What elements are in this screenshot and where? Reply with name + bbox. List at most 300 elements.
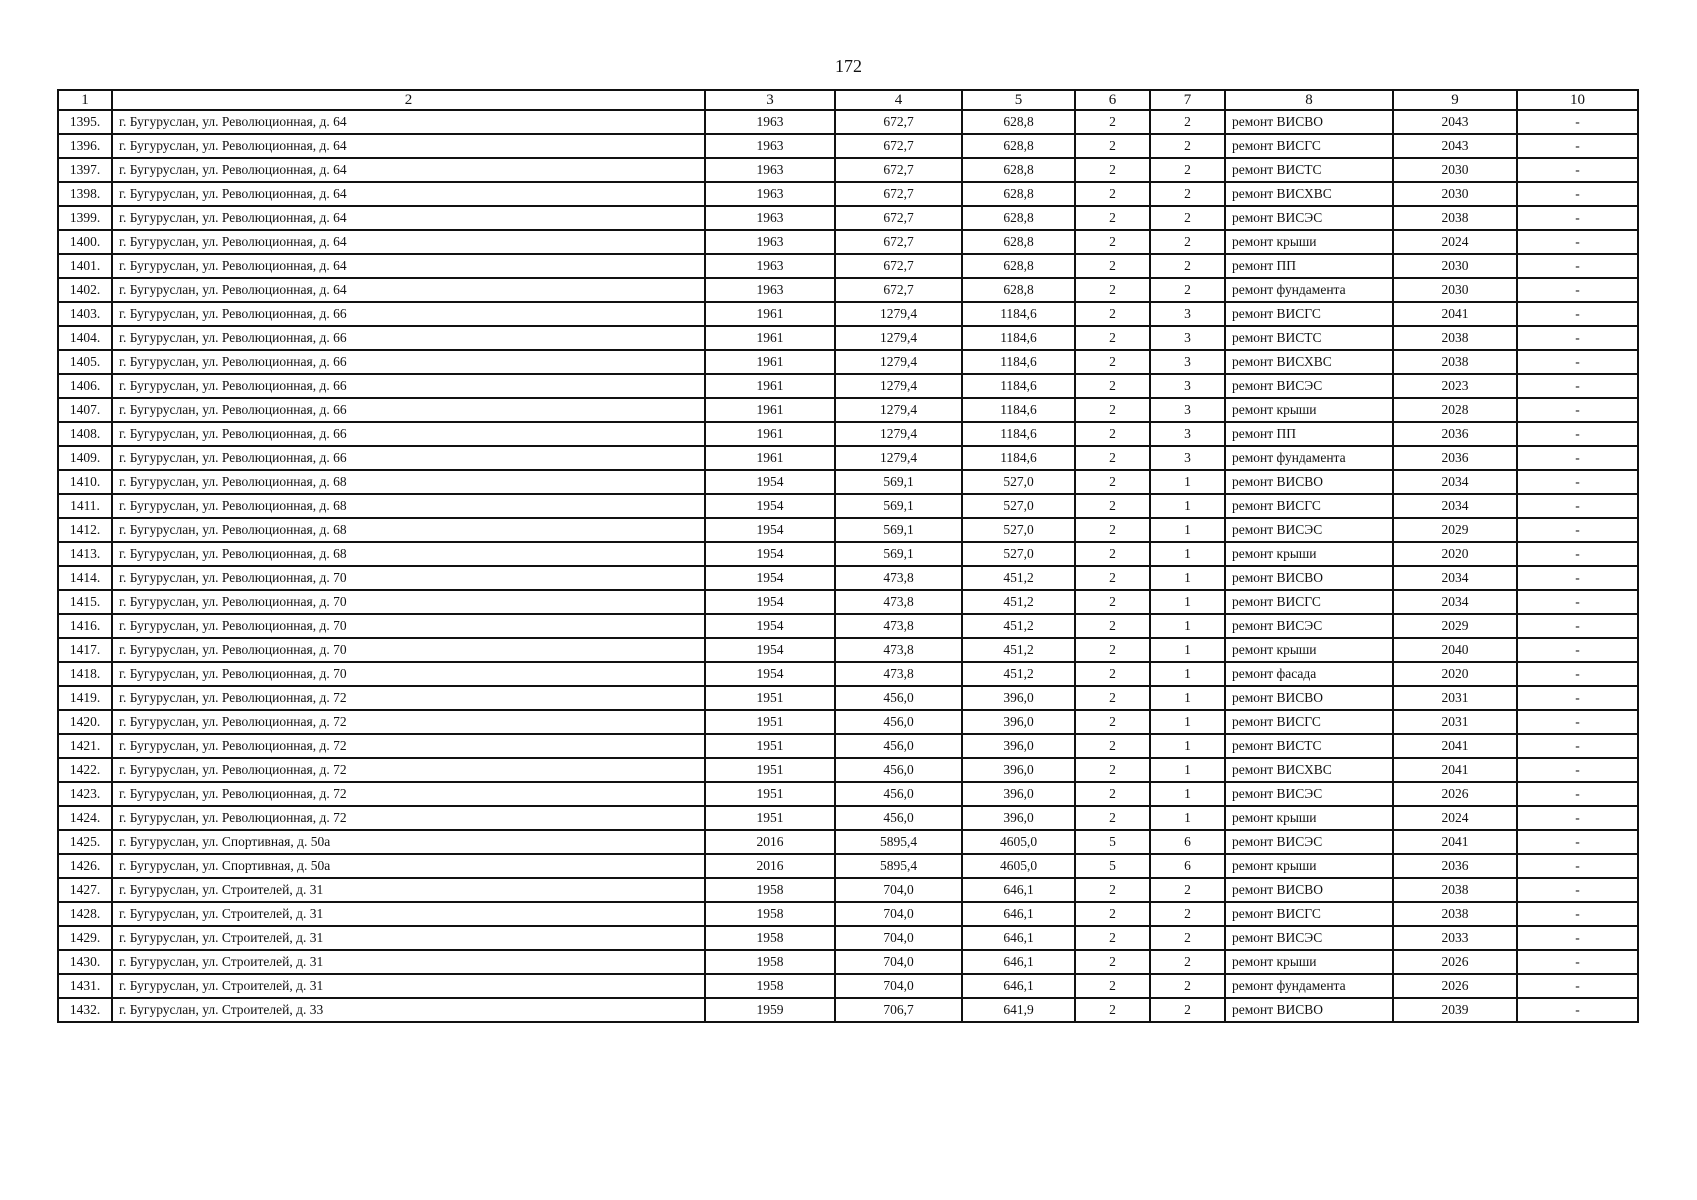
address-cell: г. Бугуруслан, ул. Революционная, д. 66 bbox=[112, 326, 705, 350]
total-area-cell: 569,1 bbox=[835, 518, 962, 542]
total-area-cell: 473,8 bbox=[835, 638, 962, 662]
table-row bbox=[58, 614, 1638, 638]
living-area-cell: 646,1 bbox=[962, 926, 1075, 950]
address-cell: г. Бугуруслан, ул. Революционная, д. 64 bbox=[112, 134, 705, 158]
planned-year-cell: 2041 bbox=[1393, 830, 1517, 854]
note-cell: - bbox=[1517, 782, 1638, 806]
work-type-cell: ремонт ВИСГС bbox=[1225, 902, 1393, 926]
table-row bbox=[58, 590, 1638, 614]
column-year-header: 3 bbox=[705, 90, 835, 110]
year-built-cell: 1963 bbox=[705, 278, 835, 302]
total-area-cell: 1279,4 bbox=[835, 446, 962, 470]
work-type-cell: ремонт ВИСГС bbox=[1225, 710, 1393, 734]
note-cell: - bbox=[1517, 854, 1638, 878]
entrances-cell: 1 bbox=[1150, 686, 1225, 710]
living-area-cell: 396,0 bbox=[962, 710, 1075, 734]
column-living-area-header: 5 bbox=[962, 90, 1075, 110]
work-type-cell: ремонт ВИСВО bbox=[1225, 878, 1393, 902]
year-built-cell: 1963 bbox=[705, 206, 835, 230]
note-cell: - bbox=[1517, 182, 1638, 206]
work-type-cell: ремонт крыши bbox=[1225, 806, 1393, 830]
note-cell: - bbox=[1517, 350, 1638, 374]
planned-year-cell: 2029 bbox=[1393, 614, 1517, 638]
planned-year-cell: 2043 bbox=[1393, 134, 1517, 158]
floors-cell: 2 bbox=[1075, 278, 1150, 302]
planned-year-cell: 2041 bbox=[1393, 758, 1517, 782]
row-number-cell: 1425. bbox=[58, 830, 112, 854]
floors-cell: 5 bbox=[1075, 854, 1150, 878]
note-cell: - bbox=[1517, 302, 1638, 326]
note-cell: - bbox=[1517, 158, 1638, 182]
work-type-cell: ремонт крыши bbox=[1225, 230, 1393, 254]
year-built-cell: 1963 bbox=[705, 230, 835, 254]
page-number: 172 bbox=[835, 56, 862, 76]
address-cell: г. Бугуруслан, ул. Революционная, д. 68 bbox=[112, 494, 705, 518]
table-row bbox=[58, 134, 1638, 158]
entrances-cell: 1 bbox=[1150, 710, 1225, 734]
work-type-cell: ремонт крыши bbox=[1225, 950, 1393, 974]
floors-cell: 2 bbox=[1075, 734, 1150, 758]
year-built-cell: 1963 bbox=[705, 182, 835, 206]
living-area-cell: 641,9 bbox=[962, 998, 1075, 1022]
address-cell: г. Бугуруслан, ул. Революционная, д. 68 bbox=[112, 518, 705, 542]
work-type-cell: ремонт ВИСХВС bbox=[1225, 182, 1393, 206]
entrances-cell: 2 bbox=[1150, 974, 1225, 998]
table-row bbox=[58, 902, 1638, 926]
table-header bbox=[58, 90, 1638, 110]
living-area-cell: 1184,6 bbox=[962, 446, 1075, 470]
work-type-cell: ремонт крыши bbox=[1225, 638, 1393, 662]
column-note-header: 10 bbox=[1517, 90, 1638, 110]
entrances-cell: 3 bbox=[1150, 302, 1225, 326]
planned-year-cell: 2030 bbox=[1393, 278, 1517, 302]
planned-year-cell: 2036 bbox=[1393, 854, 1517, 878]
table-row bbox=[58, 446, 1638, 470]
table-row bbox=[58, 806, 1638, 830]
address-cell: г. Бугуруслан, ул. Строителей, д. 31 bbox=[112, 878, 705, 902]
note-cell: - bbox=[1517, 398, 1638, 422]
row-number-cell: 1414. bbox=[58, 566, 112, 590]
planned-year-cell: 2038 bbox=[1393, 902, 1517, 926]
floors-cell: 2 bbox=[1075, 614, 1150, 638]
row-number-cell: 1423. bbox=[58, 782, 112, 806]
living-area-cell: 628,8 bbox=[962, 230, 1075, 254]
work-type-cell: ремонт ВИСХВС bbox=[1225, 758, 1393, 782]
total-area-cell: 1279,4 bbox=[835, 350, 962, 374]
entrances-cell: 1 bbox=[1150, 590, 1225, 614]
year-built-cell: 1959 bbox=[705, 998, 835, 1022]
living-area-cell: 396,0 bbox=[962, 758, 1075, 782]
total-area-cell: 1279,4 bbox=[835, 422, 962, 446]
work-type-cell: ремонт ВИСЭС bbox=[1225, 374, 1393, 398]
address-cell: г. Бугуруслан, ул. Революционная, д. 70 bbox=[112, 590, 705, 614]
entrances-cell: 2 bbox=[1150, 206, 1225, 230]
work-type-cell: ремонт ВИСЭС bbox=[1225, 518, 1393, 542]
total-area-cell: 704,0 bbox=[835, 902, 962, 926]
year-built-cell: 1961 bbox=[705, 374, 835, 398]
total-area-cell: 706,7 bbox=[835, 998, 962, 1022]
floors-cell: 2 bbox=[1075, 902, 1150, 926]
note-cell: - bbox=[1517, 662, 1638, 686]
total-area-cell: 704,0 bbox=[835, 950, 962, 974]
work-type-cell: ремонт ВИСВО bbox=[1225, 998, 1393, 1022]
entrances-cell: 2 bbox=[1150, 158, 1225, 182]
column-floors-header: 6 bbox=[1075, 90, 1150, 110]
address-cell: г. Бугуруслан, ул. Революционная, д. 72 bbox=[112, 782, 705, 806]
address-cell: г. Бугуруслан, ул. Революционная, д. 72 bbox=[112, 758, 705, 782]
entrances-cell: 3 bbox=[1150, 422, 1225, 446]
table-row bbox=[58, 254, 1638, 278]
work-type-cell: ремонт фасада bbox=[1225, 662, 1393, 686]
table-row bbox=[58, 278, 1638, 302]
total-area-cell: 672,7 bbox=[835, 206, 962, 230]
note-cell: - bbox=[1517, 686, 1638, 710]
entrances-cell: 2 bbox=[1150, 926, 1225, 950]
work-type-cell: ремонт ПП bbox=[1225, 422, 1393, 446]
total-area-cell: 672,7 bbox=[835, 158, 962, 182]
planned-year-cell: 2026 bbox=[1393, 950, 1517, 974]
table-row bbox=[58, 878, 1638, 902]
row-number-cell: 1419. bbox=[58, 686, 112, 710]
planned-year-cell: 2031 bbox=[1393, 686, 1517, 710]
address-cell: г. Бугуруслан, ул. Революционная, д. 66 bbox=[112, 350, 705, 374]
year-built-cell: 1961 bbox=[705, 302, 835, 326]
year-built-cell: 1963 bbox=[705, 254, 835, 278]
note-cell: - bbox=[1517, 494, 1638, 518]
year-built-cell: 2016 bbox=[705, 830, 835, 854]
year-built-cell: 1958 bbox=[705, 878, 835, 902]
table-row bbox=[58, 494, 1638, 518]
total-area-cell: 672,7 bbox=[835, 134, 962, 158]
table-row bbox=[58, 518, 1638, 542]
entrances-cell: 6 bbox=[1150, 854, 1225, 878]
note-cell: - bbox=[1517, 734, 1638, 758]
table-row bbox=[58, 326, 1638, 350]
entrances-cell: 1 bbox=[1150, 782, 1225, 806]
table-row bbox=[58, 686, 1638, 710]
year-built-cell: 1961 bbox=[705, 326, 835, 350]
living-area-cell: 527,0 bbox=[962, 518, 1075, 542]
living-area-cell: 396,0 bbox=[962, 734, 1075, 758]
total-area-cell: 1279,4 bbox=[835, 374, 962, 398]
note-cell: - bbox=[1517, 230, 1638, 254]
work-type-cell: ремонт ВИСЭС bbox=[1225, 206, 1393, 230]
living-area-cell: 1184,6 bbox=[962, 350, 1075, 374]
planned-year-cell: 2030 bbox=[1393, 254, 1517, 278]
row-number-cell: 1401. bbox=[58, 254, 112, 278]
planned-year-cell: 2020 bbox=[1393, 542, 1517, 566]
row-number-cell: 1424. bbox=[58, 806, 112, 830]
work-type-cell: ремонт крыши bbox=[1225, 854, 1393, 878]
year-built-cell: 1961 bbox=[705, 398, 835, 422]
entrances-cell: 3 bbox=[1150, 326, 1225, 350]
year-built-cell: 1963 bbox=[705, 134, 835, 158]
note-cell: - bbox=[1517, 878, 1638, 902]
living-area-cell: 628,8 bbox=[962, 134, 1075, 158]
entrances-cell: 1 bbox=[1150, 470, 1225, 494]
entrances-cell: 3 bbox=[1150, 446, 1225, 470]
living-area-cell: 646,1 bbox=[962, 878, 1075, 902]
header-row bbox=[58, 90, 1638, 110]
planned-year-cell: 2024 bbox=[1393, 230, 1517, 254]
entrances-cell: 1 bbox=[1150, 566, 1225, 590]
living-area-cell: 628,8 bbox=[962, 182, 1075, 206]
work-type-cell: ремонт фундамента bbox=[1225, 278, 1393, 302]
living-area-cell: 1184,6 bbox=[962, 302, 1075, 326]
address-cell: г. Бугуруслан, ул. Революционная, д. 64 bbox=[112, 278, 705, 302]
total-area-cell: 473,8 bbox=[835, 590, 962, 614]
table-row bbox=[58, 422, 1638, 446]
planned-year-cell: 2024 bbox=[1393, 806, 1517, 830]
total-area-cell: 473,8 bbox=[835, 662, 962, 686]
year-built-cell: 1961 bbox=[705, 446, 835, 470]
planned-year-cell: 2034 bbox=[1393, 590, 1517, 614]
table-row bbox=[58, 830, 1638, 854]
total-area-cell: 704,0 bbox=[835, 974, 962, 998]
address-cell: г. Бугуруслан, ул. Революционная, д. 72 bbox=[112, 806, 705, 830]
note-cell: - bbox=[1517, 134, 1638, 158]
planned-year-cell: 2034 bbox=[1393, 494, 1517, 518]
living-area-cell: 1184,6 bbox=[962, 326, 1075, 350]
planned-year-cell: 2029 bbox=[1393, 518, 1517, 542]
total-area-cell: 5895,4 bbox=[835, 830, 962, 854]
living-area-cell: 451,2 bbox=[962, 662, 1075, 686]
work-type-cell: ремонт ВИСГС bbox=[1225, 494, 1393, 518]
floors-cell: 2 bbox=[1075, 470, 1150, 494]
entrances-cell: 2 bbox=[1150, 902, 1225, 926]
table-row bbox=[58, 470, 1638, 494]
total-area-cell: 456,0 bbox=[835, 758, 962, 782]
row-number-cell: 1428. bbox=[58, 902, 112, 926]
row-number-cell: 1416. bbox=[58, 614, 112, 638]
year-built-cell: 1951 bbox=[705, 782, 835, 806]
floors-cell: 2 bbox=[1075, 518, 1150, 542]
entrances-cell: 1 bbox=[1150, 494, 1225, 518]
floors-cell: 2 bbox=[1075, 326, 1150, 350]
floors-cell: 2 bbox=[1075, 878, 1150, 902]
row-number-cell: 1409. bbox=[58, 446, 112, 470]
work-type-cell: ремонт ВИСВО bbox=[1225, 110, 1393, 134]
address-cell: г. Бугуруслан, ул. Революционная, д. 68 bbox=[112, 470, 705, 494]
address-cell: г. Бугуруслан, ул. Революционная, д. 70 bbox=[112, 566, 705, 590]
year-built-cell: 1954 bbox=[705, 566, 835, 590]
table-body bbox=[58, 110, 1638, 1022]
total-area-cell: 473,8 bbox=[835, 614, 962, 638]
year-built-cell: 1954 bbox=[705, 494, 835, 518]
row-number-cell: 1415. bbox=[58, 590, 112, 614]
living-area-cell: 4605,0 bbox=[962, 830, 1075, 854]
year-built-cell: 1958 bbox=[705, 926, 835, 950]
table-row bbox=[58, 926, 1638, 950]
living-area-cell: 646,1 bbox=[962, 950, 1075, 974]
living-area-cell: 628,8 bbox=[962, 206, 1075, 230]
entrances-cell: 2 bbox=[1150, 182, 1225, 206]
note-cell: - bbox=[1517, 830, 1638, 854]
work-type-cell: ремонт ВИСГС bbox=[1225, 134, 1393, 158]
address-cell: г. Бугуруслан, ул. Строителей, д. 31 bbox=[112, 902, 705, 926]
row-number-cell: 1400. bbox=[58, 230, 112, 254]
total-area-cell: 672,7 bbox=[835, 278, 962, 302]
planned-year-cell: 2030 bbox=[1393, 158, 1517, 182]
note-cell: - bbox=[1517, 710, 1638, 734]
row-number-cell: 1405. bbox=[58, 350, 112, 374]
row-number-cell: 1399. bbox=[58, 206, 112, 230]
floors-cell: 2 bbox=[1075, 590, 1150, 614]
living-area-cell: 451,2 bbox=[962, 638, 1075, 662]
note-cell: - bbox=[1517, 518, 1638, 542]
address-cell: г. Бугуруслан, ул. Революционная, д. 72 bbox=[112, 710, 705, 734]
column-planned-year-header: 9 bbox=[1393, 90, 1517, 110]
row-number-cell: 1403. bbox=[58, 302, 112, 326]
column-entrances-header: 7 bbox=[1150, 90, 1225, 110]
table-row bbox=[58, 302, 1638, 326]
year-built-cell: 1954 bbox=[705, 638, 835, 662]
work-type-cell: ремонт фундамента bbox=[1225, 974, 1393, 998]
floors-cell: 2 bbox=[1075, 374, 1150, 398]
total-area-cell: 704,0 bbox=[835, 878, 962, 902]
work-type-cell: ремонт ВИСТС bbox=[1225, 326, 1393, 350]
work-type-cell: ремонт ВИСГС bbox=[1225, 590, 1393, 614]
planned-year-cell: 2034 bbox=[1393, 470, 1517, 494]
entrances-cell: 1 bbox=[1150, 758, 1225, 782]
note-cell: - bbox=[1517, 254, 1638, 278]
row-number-cell: 1413. bbox=[58, 542, 112, 566]
note-cell: - bbox=[1517, 998, 1638, 1022]
living-area-cell: 451,2 bbox=[962, 566, 1075, 590]
floors-cell: 5 bbox=[1075, 830, 1150, 854]
total-area-cell: 456,0 bbox=[835, 710, 962, 734]
year-built-cell: 1958 bbox=[705, 950, 835, 974]
living-area-cell: 451,2 bbox=[962, 590, 1075, 614]
total-area-cell: 704,0 bbox=[835, 926, 962, 950]
floors-cell: 2 bbox=[1075, 758, 1150, 782]
planned-year-cell: 2041 bbox=[1393, 734, 1517, 758]
note-cell: - bbox=[1517, 422, 1638, 446]
address-cell: г. Бугуруслан, ул. Революционная, д. 64 bbox=[112, 230, 705, 254]
living-area-cell: 646,1 bbox=[962, 902, 1075, 926]
floors-cell: 2 bbox=[1075, 542, 1150, 566]
column-total-area-header: 4 bbox=[835, 90, 962, 110]
planned-year-cell: 2026 bbox=[1393, 782, 1517, 806]
row-number-cell: 1430. bbox=[58, 950, 112, 974]
row-number-cell: 1412. bbox=[58, 518, 112, 542]
floors-cell: 2 bbox=[1075, 422, 1150, 446]
planned-year-cell: 2023 bbox=[1393, 374, 1517, 398]
floors-cell: 2 bbox=[1075, 950, 1150, 974]
address-cell: г. Бугуруслан, ул. Революционная, д. 66 bbox=[112, 374, 705, 398]
row-number-cell: 1417. bbox=[58, 638, 112, 662]
address-cell: г. Бугуруслан, ул. Революционная, д. 66 bbox=[112, 398, 705, 422]
address-cell: г. Бугуруслан, ул. Революционная, д. 70 bbox=[112, 662, 705, 686]
repair-registry-table bbox=[57, 89, 1639, 1023]
address-cell: г. Бугуруслан, ул. Революционная, д. 68 bbox=[112, 542, 705, 566]
planned-year-cell: 2041 bbox=[1393, 302, 1517, 326]
address-cell: г. Бугуруслан, ул. Революционная, д. 64 bbox=[112, 158, 705, 182]
row-number-cell: 1404. bbox=[58, 326, 112, 350]
planned-year-cell: 2043 bbox=[1393, 110, 1517, 134]
address-cell: г. Бугуруслан, ул. Революционная, д. 64 bbox=[112, 182, 705, 206]
year-built-cell: 1951 bbox=[705, 710, 835, 734]
entrances-cell: 2 bbox=[1150, 950, 1225, 974]
row-number-cell: 1410. bbox=[58, 470, 112, 494]
table-row bbox=[58, 542, 1638, 566]
row-number-cell: 1427. bbox=[58, 878, 112, 902]
column-number-header: 1 bbox=[58, 90, 112, 110]
address-cell: г. Бугуруслан, ул. Строителей, д. 33 bbox=[112, 998, 705, 1022]
address-cell: г. Бугуруслан, ул. Революционная, д. 72 bbox=[112, 734, 705, 758]
year-built-cell: 2016 bbox=[705, 854, 835, 878]
address-cell: г. Бугуруслан, ул. Революционная, д. 66 bbox=[112, 422, 705, 446]
work-type-cell: ремонт фундамента bbox=[1225, 446, 1393, 470]
planned-year-cell: 2034 bbox=[1393, 566, 1517, 590]
living-area-cell: 396,0 bbox=[962, 782, 1075, 806]
entrances-cell: 2 bbox=[1150, 230, 1225, 254]
living-area-cell: 628,8 bbox=[962, 254, 1075, 278]
row-number-cell: 1395. bbox=[58, 110, 112, 134]
living-area-cell: 628,8 bbox=[962, 158, 1075, 182]
note-cell: - bbox=[1517, 902, 1638, 926]
table-row bbox=[58, 374, 1638, 398]
note-cell: - bbox=[1517, 950, 1638, 974]
address-cell: г. Бугуруслан, ул. Строителей, д. 31 bbox=[112, 974, 705, 998]
address-cell: г. Бугуруслан, ул. Революционная, д. 70 bbox=[112, 638, 705, 662]
row-number-cell: 1398. bbox=[58, 182, 112, 206]
year-built-cell: 1954 bbox=[705, 518, 835, 542]
year-built-cell: 1954 bbox=[705, 470, 835, 494]
table-row bbox=[58, 662, 1638, 686]
address-cell: г. Бугуруслан, ул. Революционная, д. 66 bbox=[112, 302, 705, 326]
entrances-cell: 1 bbox=[1150, 614, 1225, 638]
address-cell: г. Бугуруслан, ул. Спортивная, д. 50а bbox=[112, 830, 705, 854]
floors-cell: 2 bbox=[1075, 974, 1150, 998]
entrances-cell: 1 bbox=[1150, 518, 1225, 542]
row-number-cell: 1407. bbox=[58, 398, 112, 422]
row-number-cell: 1411. bbox=[58, 494, 112, 518]
address-cell: г. Бугуруслан, ул. Революционная, д. 64 bbox=[112, 110, 705, 134]
address-cell: г. Бугуруслан, ул. Революционная, д. 70 bbox=[112, 614, 705, 638]
living-area-cell: 527,0 bbox=[962, 470, 1075, 494]
year-built-cell: 1951 bbox=[705, 686, 835, 710]
floors-cell: 2 bbox=[1075, 662, 1150, 686]
living-area-cell: 4605,0 bbox=[962, 854, 1075, 878]
note-cell: - bbox=[1517, 326, 1638, 350]
work-type-cell: ремонт ВИСЭС bbox=[1225, 926, 1393, 950]
year-built-cell: 1951 bbox=[705, 758, 835, 782]
floors-cell: 2 bbox=[1075, 206, 1150, 230]
note-cell: - bbox=[1517, 590, 1638, 614]
note-cell: - bbox=[1517, 470, 1638, 494]
planned-year-cell: 2038 bbox=[1393, 350, 1517, 374]
planned-year-cell: 2039 bbox=[1393, 998, 1517, 1022]
floors-cell: 2 bbox=[1075, 110, 1150, 134]
note-cell: - bbox=[1517, 542, 1638, 566]
floors-cell: 2 bbox=[1075, 566, 1150, 590]
total-area-cell: 672,7 bbox=[835, 254, 962, 278]
address-cell: г. Бугуруслан, ул. Революционная, д. 66 bbox=[112, 446, 705, 470]
note-cell: - bbox=[1517, 374, 1638, 398]
floors-cell: 2 bbox=[1075, 134, 1150, 158]
planned-year-cell: 2040 bbox=[1393, 638, 1517, 662]
total-area-cell: 672,7 bbox=[835, 110, 962, 134]
entrances-cell: 1 bbox=[1150, 638, 1225, 662]
entrances-cell: 1 bbox=[1150, 662, 1225, 686]
row-number-cell: 1418. bbox=[58, 662, 112, 686]
table-row bbox=[58, 710, 1638, 734]
planned-year-cell: 2036 bbox=[1393, 446, 1517, 470]
table-row bbox=[58, 566, 1638, 590]
year-built-cell: 1954 bbox=[705, 614, 835, 638]
total-area-cell: 5895,4 bbox=[835, 854, 962, 878]
